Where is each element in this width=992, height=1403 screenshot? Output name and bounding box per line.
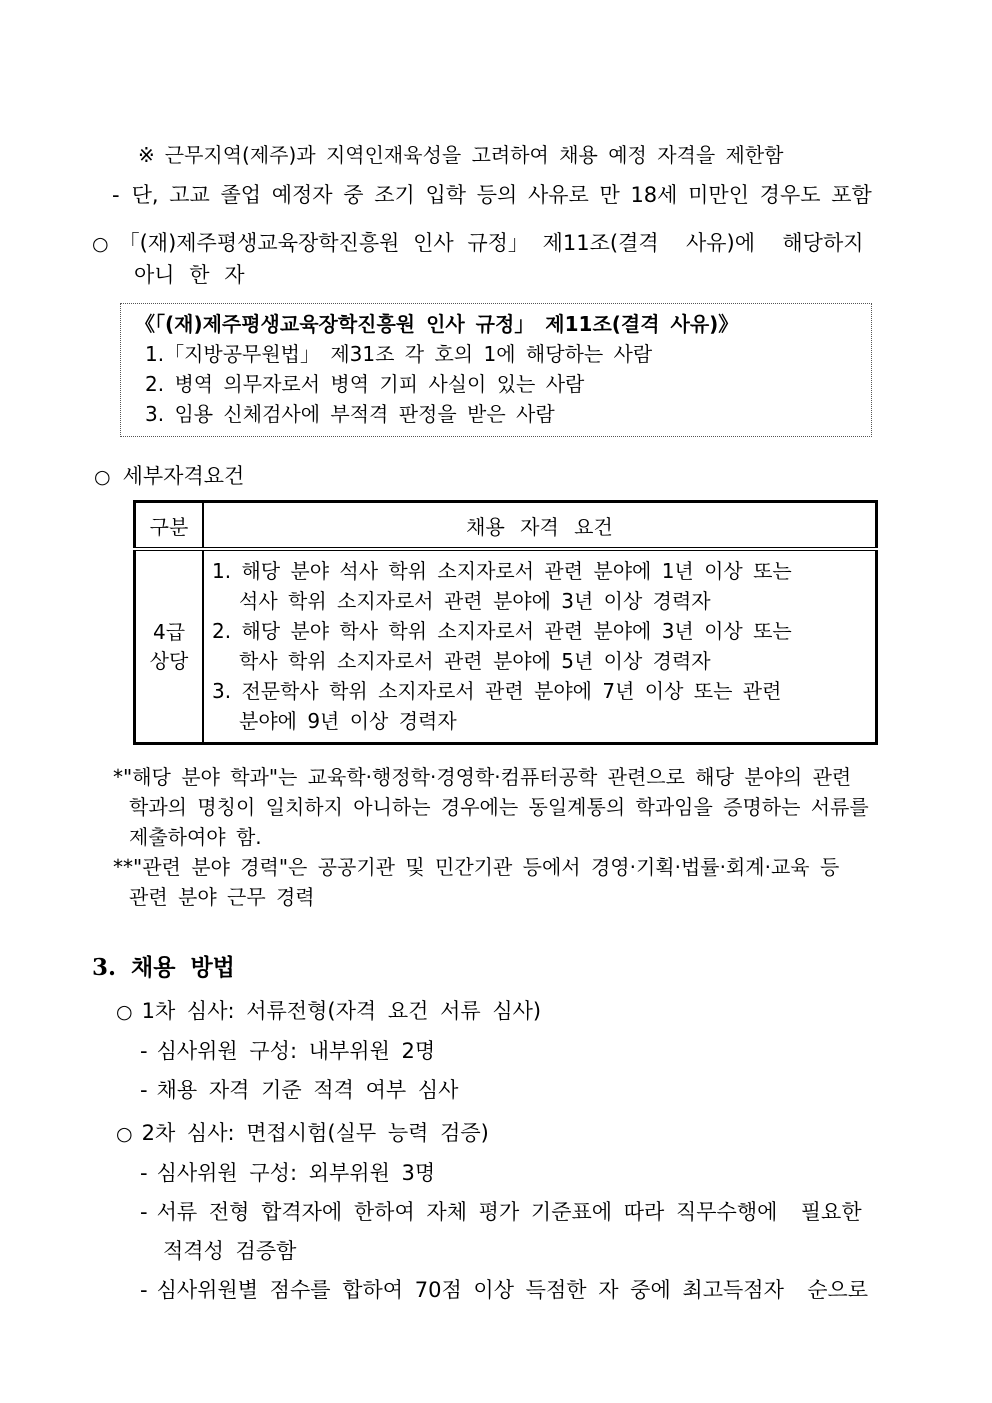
detail-qualification-title: 세부자격요건	[122, 464, 245, 488]
rule-box-item-1: 1.「지방공무원법」 제31조 각 호의 1에 해당하는 사람	[145, 342, 653, 366]
table-header-criteria: 채용 자격 요건	[203, 502, 877, 550]
method-item-second-round	[116, 1119, 992, 1149]
age-exception-text: 단, 고교 졸업 예정자 중 조기 입학 등의 사유로 만 18세 미만인 경우도 포함	[131, 183, 872, 207]
footnote-line: *"해당 분야 학과"는 교육학·행정학·경영학·컴퓨터공학 관련으로 해당 분야의 관련	[113, 765, 852, 789]
footnotes	[0, 762, 992, 912]
method-item-text: 채용 자격 기준 적격 여부 심사	[156, 1078, 459, 1102]
disqualification-text-1: 「(재)제주평생교육장학진흥원 인사 규정」 제11조(결격 사유)에 해당하지	[118, 231, 864, 255]
requirement-line: 1. 해당 분야 석사 학위 소지자로서 관련 분야에 1년 이상 또는	[212, 559, 792, 583]
footnote-line: 제출하여야 함.	[129, 825, 262, 849]
method-item-text: 심사위원 구성: 내부위원 2명	[156, 1039, 436, 1063]
circle-bullet-icon: ○	[92, 233, 109, 255]
rule-box-item-2: 2. 병역 의무자로서 병역 기피 사실이 있는 사람	[145, 372, 585, 396]
method-item-text: 적격성 검증함	[163, 1239, 297, 1263]
method-item-committee-internal	[140, 1037, 992, 1066]
method-item-first-round	[116, 997, 992, 1027]
method-item-document-screening	[140, 1076, 992, 1105]
method-item-text: 심사위원 구성: 외부위원 3명	[156, 1161, 436, 1185]
disqualification-text-2: 아니 한 자	[134, 263, 245, 287]
requirements-cell	[203, 549, 877, 744]
dash-bullet-icon: -	[140, 1200, 148, 1224]
dash-bullet-icon: -	[140, 1278, 148, 1302]
rule-box-item-3: 3. 임용 신체검사에 부적격 판정을 받은 사람	[145, 402, 555, 426]
circle-bullet-icon: ○	[94, 466, 111, 488]
method-item-interview-eligibility-cont	[163, 1237, 992, 1266]
qualification-table	[133, 500, 878, 745]
footnote-line: 학과의 명칭이 일치하지 아니하는 경우에는 동일계통의 학과임을 증명하는 서류를	[129, 795, 869, 819]
method-item-committee-external	[140, 1159, 992, 1188]
disqualification-line-1	[92, 228, 992, 260]
method-item-text: 서류 전형 합격자에 한하여 자체 평가 기준표에 따라 직무수행에 필요한	[156, 1200, 862, 1224]
rule-box-title: 《「(재)제주평생교육장학진흥원 인사 규정」 제11조(결격 사유)》	[135, 312, 739, 336]
table-header-category: 구분	[135, 502, 204, 550]
personnel-rule-box	[120, 303, 872, 437]
method-item-text: 1차 심사: 서류전형(자격 요건 서류 심사)	[141, 999, 542, 1023]
method-item-text: 2차 심사: 면접시험(실무 능력 검증)	[141, 1121, 489, 1145]
section-heading-recruitment-method: 3. 채용 방법	[92, 954, 235, 981]
requirement-line: 분야에 9년 이상 경력자	[239, 709, 457, 733]
restriction-note-text: 근무지역(제주)과 지역인재육성을 고려하여 채용 예정 자격을 제한함	[164, 143, 784, 167]
detail-qualification-heading	[94, 462, 992, 491]
footnote-line: **"관련 분야 경력"은 공공기관 및 민간기관 등에서 경영·기획·법률·회계·교육 등	[113, 855, 840, 879]
table-body-row	[135, 549, 877, 744]
footnote-line: 관련 분야 근무 경력	[129, 885, 315, 909]
reference-mark-icon: ※	[138, 143, 155, 167]
grade-line-2: 상당	[149, 648, 189, 673]
requirement-line: 학사 학위 소지자로서 관련 분야에 5년 이상 경력자	[239, 649, 711, 673]
disqualification-line-2	[134, 260, 992, 291]
method-item-scoring	[140, 1276, 992, 1305]
grade-line-1: 4급	[152, 619, 186, 644]
table-header-row	[135, 502, 877, 550]
circle-bullet-icon: ○	[116, 1123, 133, 1145]
dash-bullet-icon: -	[140, 1078, 148, 1102]
requirement-line: 3. 전문학사 학위 소지자로서 관련 분야에 7년 이상 또는 관련	[212, 679, 782, 703]
requirement-line: 석사 학위 소지자로서 관련 분야에 3년 이상 경력자	[239, 589, 711, 613]
dash-bullet-icon: -	[112, 183, 120, 207]
grade-cell	[135, 549, 204, 744]
dash-bullet-icon: -	[140, 1039, 148, 1063]
dash-bullet-icon: -	[140, 1161, 148, 1185]
method-item-text: 심사위원별 점수를 합하여 70점 이상 득점한 자 중에 최고득점자 순으로	[156, 1278, 869, 1302]
restriction-note-line	[138, 142, 992, 168]
circle-bullet-icon: ○	[116, 1001, 133, 1023]
method-item-interview-eligibility	[140, 1198, 992, 1227]
age-exception-line	[112, 181, 992, 209]
requirement-line: 2. 해당 분야 학사 학위 소지자로서 관련 분야에 3년 이상 또는	[212, 619, 792, 643]
